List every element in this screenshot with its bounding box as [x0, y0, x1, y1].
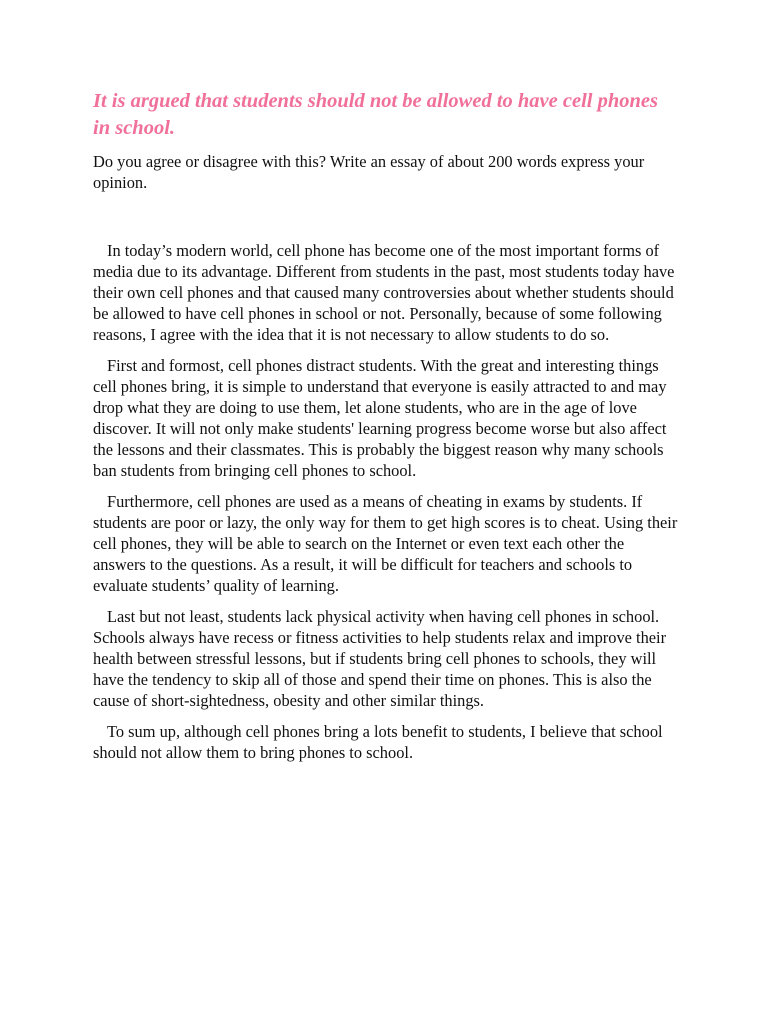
essay-body — [93, 240, 678, 763]
essay-paragraph-intro: In today’s modern world, cell phone has become one of the most important forms of media due to its advantage. Different from students in the past, most students today have their own cell phones and that caused many controversies about whether students should be allowed to have cell phones in school or not. Personally, because of some following reasons, I agree with the idea that it is not necessary to allow students to do so. — [93, 241, 675, 344]
essay-title: It is argued that students should not be allowed to have cell phones in school. — [93, 90, 658, 139]
essay-paragraph-conclusion: To sum up, although cell phones bring a lots benefit to students, I believe that school should not allow them to bring phones to school. — [93, 722, 663, 762]
essay-prompt: Do you agree or disagree with this? Write an essay of about 200 words express your opinion. — [93, 152, 645, 192]
essay-paragraph-third-reason: Last but not least, students lack physical activity when having cell phones in school. Schools always have recess or fitness activities to help students relax and improve their health between stressful lessons, but if students bring cell phones to schools, they will have the tendency to skip all of those and spend their time on phones. This is also the cause of short-sightedness, obesity and other similar things. — [93, 607, 667, 710]
essay-paragraph-second-reason: Furthermore, cell phones are used as a means of cheating in exams by students. If students are poor or lazy, the only way for them to get high scores is to cheat. Using their cell phones, they will be able to search on the Internet or even text each other the answers to the questions. As a result, it will be difficult for teachers and schools to evaluate students’ quality of learning. — [93, 492, 678, 595]
document-page — [93, 88, 678, 773]
essay-paragraph-first-reason: First and formost, cell phones distract students. With the great and interesting things cell phones bring, it is simple to understand that everyone is easily attracted to and may drop what they are doing to use them, let alone students, who are in the age of love discover. It will not only make students' learning progress become worse but also affect the lessons and their classmates. This is probably the biggest reason why many schools ban students from bringing cell phones to school. — [93, 356, 667, 480]
